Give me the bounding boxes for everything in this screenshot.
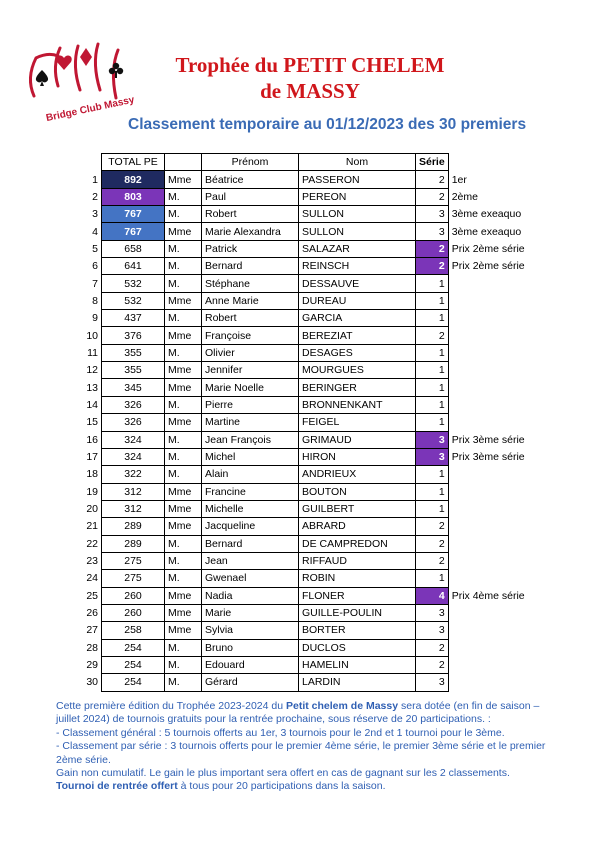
first-name-cell: Marie: [202, 604, 299, 621]
series-cell: 2: [416, 240, 449, 257]
header-last-name: Nom: [299, 154, 416, 171]
table-row: [82, 310, 545, 327]
last-name-cell: GRIMAUD: [299, 431, 416, 448]
series-cell: 2: [416, 258, 449, 275]
rank-cell: 17: [86, 451, 98, 464]
series-cell: 2: [416, 171, 449, 188]
first-name-cell: Bernard: [202, 535, 299, 552]
footer-intro-rest: sera dotée (en fin de saison – juillet 2024) de tournois gratuits pour la rentrée prochaine, sous réserve de 20 participations. :: [56, 700, 540, 726]
series-cell: 2: [416, 535, 449, 552]
rank-cell: 14: [86, 398, 98, 411]
first-name-cell: Gwenael: [202, 570, 299, 587]
table-row: [82, 206, 545, 223]
total-cell: 275: [102, 570, 165, 587]
prize-cell: [448, 500, 545, 517]
last-name-cell: HIRON: [299, 448, 416, 465]
last-name-cell: FLONER: [299, 587, 416, 604]
rank-cell: 5: [92, 242, 98, 255]
table-row: [82, 327, 545, 344]
series-cell: 3: [416, 674, 449, 691]
total-cell: 532: [102, 292, 165, 309]
prize-cell: [448, 483, 545, 500]
rank-cell: 9: [92, 312, 98, 325]
rank-cell: 6: [92, 260, 98, 273]
table-row: [82, 223, 545, 240]
table-row: [82, 552, 545, 569]
total-cell: 803: [102, 188, 165, 205]
last-name-cell: BERINGER: [299, 379, 416, 396]
last-name-cell: REINSCH: [299, 258, 416, 275]
civility-cell: Mme: [165, 483, 202, 500]
table-row: [82, 622, 545, 639]
rank-cell: 13: [86, 381, 98, 394]
total-cell: 658: [102, 240, 165, 257]
table-row: [82, 240, 545, 257]
first-name-cell: Martine: [202, 414, 299, 431]
first-name-cell: Jean François: [202, 431, 299, 448]
first-name-cell: Françoise: [202, 327, 299, 344]
civility-cell: M.: [165, 258, 202, 275]
rank-cell: 21: [86, 520, 98, 533]
prize-cell: [448, 327, 545, 344]
table-row: [82, 258, 545, 275]
ranking-table: [82, 153, 545, 692]
first-name-cell: Bernard: [202, 258, 299, 275]
civility-cell: M.: [165, 466, 202, 483]
footer-rentree: [56, 780, 546, 793]
rank-cell: 10: [86, 329, 98, 342]
rank-cell: 4: [92, 225, 98, 238]
rank-cell: 22: [86, 537, 98, 550]
civility-cell: M.: [165, 275, 202, 292]
civility-cell: Mme: [165, 223, 202, 240]
logo-text: Bridge Club Massy: [45, 94, 136, 125]
table-row: [82, 344, 545, 361]
series-cell: 1: [416, 344, 449, 361]
table-row: [82, 639, 545, 656]
civility-cell: Mme: [165, 604, 202, 621]
last-name-cell: GUILBERT: [299, 500, 416, 517]
rank-cell: 3: [92, 208, 98, 221]
series-cell: 3: [416, 223, 449, 240]
prize-cell: Prix 4ème série: [451, 589, 525, 602]
last-name-cell: DUREAU: [299, 292, 416, 309]
civility-cell: M.: [165, 656, 202, 673]
series-cell: 3: [416, 622, 449, 639]
prize-cell: [448, 674, 545, 691]
diamond-icon: [80, 48, 92, 66]
rank-cell: 19: [86, 485, 98, 498]
first-name-cell: Alain: [202, 466, 299, 483]
prize-cell: Prix 3ème série: [451, 451, 525, 464]
civility-cell: M.: [165, 344, 202, 361]
rank-cell: 28: [86, 641, 98, 654]
prize-cell: [448, 379, 545, 396]
total-cell: 355: [102, 362, 165, 379]
header-total: TOTAL PE: [102, 154, 165, 171]
total-cell: 289: [102, 535, 165, 552]
first-name-cell: Jennifer: [202, 362, 299, 379]
last-name-cell: ANDRIEUX: [299, 466, 416, 483]
total-cell: 892: [102, 171, 165, 188]
rank-cell: 27: [86, 624, 98, 637]
rank-cell: 30: [86, 676, 98, 689]
first-name-cell: Marie Alexandra: [202, 223, 299, 240]
last-name-cell: ABRARD: [299, 518, 416, 535]
first-name-cell: Paul: [202, 188, 299, 205]
series-cell: 4: [416, 587, 449, 604]
footer-intro-text: Cette première édition du Trophée 2023-2024 du: [56, 700, 286, 712]
series-cell: 2: [416, 518, 449, 535]
series-cell: 1: [416, 466, 449, 483]
footer-notes: [56, 700, 546, 794]
total-cell: 254: [102, 639, 165, 656]
table-row: [82, 656, 545, 673]
total-cell: 324: [102, 448, 165, 465]
civility-cell: M.: [165, 431, 202, 448]
last-name-cell: SULLON: [299, 223, 416, 240]
series-cell: 2: [416, 639, 449, 656]
footer-paragraph-intro: [56, 700, 546, 727]
last-name-cell: GARCIA: [299, 310, 416, 327]
prize-cell: [448, 552, 545, 569]
first-name-cell: Robert: [202, 206, 299, 223]
last-name-cell: BEREZIAT: [299, 327, 416, 344]
title-line-1: Trophée du PETIT CHELEM: [175, 53, 445, 77]
series-cell: 3: [416, 206, 449, 223]
first-name-cell: Michel: [202, 448, 299, 465]
bridge-club-logo: [20, 36, 140, 132]
prize-cell: [448, 414, 545, 431]
first-name-cell: Jean: [202, 552, 299, 569]
civility-cell: M.: [165, 535, 202, 552]
first-name-cell: Gérard: [202, 674, 299, 691]
series-cell: 3: [416, 448, 449, 465]
prize-cell: 3ème exeaquo: [451, 225, 522, 238]
table-row: [82, 518, 545, 535]
first-name-cell: Béatrice: [202, 171, 299, 188]
table-row: [82, 396, 545, 413]
last-name-cell: MOURGUES: [299, 362, 416, 379]
table-row: [82, 275, 545, 292]
total-cell: 312: [102, 483, 165, 500]
civility-cell: Mme: [165, 327, 202, 344]
footer-non-cumulative: Gain non cumulatif. Le gain le plus important sera offert en cas de gagnant sur les 2 classements.: [56, 767, 510, 780]
prize-cell: [448, 362, 545, 379]
rank-cell: 11: [87, 346, 98, 359]
series-cell: 2: [416, 327, 449, 344]
prize-cell: [448, 535, 545, 552]
civility-cell: M.: [165, 188, 202, 205]
prize-cell: [448, 275, 545, 292]
table-row: [82, 171, 545, 188]
last-name-cell: FEIGEL: [299, 414, 416, 431]
total-cell: 260: [102, 587, 165, 604]
total-cell: 767: [102, 206, 165, 223]
civility-cell: Mme: [165, 518, 202, 535]
civility-cell: M.: [165, 448, 202, 465]
series-cell: 1: [416, 570, 449, 587]
first-name-cell: Stéphane: [202, 275, 299, 292]
total-cell: 324: [102, 431, 165, 448]
total-cell: 254: [102, 674, 165, 691]
total-cell: 275: [102, 552, 165, 569]
spade-icon: [36, 70, 48, 86]
civility-cell: M.: [165, 310, 202, 327]
rank-cell: 15: [86, 416, 98, 429]
prize-cell: [448, 656, 545, 673]
prize-cell: Prix 3ème série: [451, 433, 525, 446]
table-row: [82, 362, 545, 379]
last-name-cell: RIFFAUD: [299, 552, 416, 569]
table-row: [82, 674, 545, 691]
total-cell: 322: [102, 466, 165, 483]
total-cell: 355: [102, 344, 165, 361]
civility-cell: Mme: [165, 622, 202, 639]
first-name-cell: Sylvia: [202, 622, 299, 639]
first-name-cell: Patrick: [202, 240, 299, 257]
footer-series-ranking: - Classement par série : 3 tournois offerts pour le premier 4ème série, le premier 3ème série et le premier 2ème série.: [56, 740, 546, 766]
series-cell: 3: [416, 431, 449, 448]
prize-cell: 2ème: [451, 190, 478, 203]
rank-cell: 23: [86, 555, 98, 568]
civility-cell: Mme: [165, 587, 202, 604]
rank-cell: 20: [86, 503, 98, 516]
prize-cell: Prix 2ème série: [451, 242, 525, 255]
total-cell: 641: [102, 258, 165, 275]
table-row: [82, 535, 545, 552]
total-cell: 258: [102, 622, 165, 639]
page-title: [140, 52, 480, 104]
table-row: [82, 466, 545, 483]
series-cell: 3: [416, 604, 449, 621]
total-cell: 254: [102, 656, 165, 673]
civility-cell: Mme: [165, 414, 202, 431]
ranking-subtitle: Classement temporaire au 01/12/2023 des 30 premiers: [128, 116, 527, 133]
table-row: [82, 604, 545, 621]
last-name-cell: DESAGES: [299, 344, 416, 361]
rank-cell: 26: [86, 607, 98, 620]
series-cell: 2: [416, 552, 449, 569]
table-row: [82, 483, 545, 500]
total-cell: 312: [102, 500, 165, 517]
first-name-cell: Michelle: [202, 500, 299, 517]
civility-cell: M.: [165, 206, 202, 223]
ranking-table-body: [82, 171, 545, 691]
last-name-cell: ROBIN: [299, 570, 416, 587]
first-name-cell: Edouard: [202, 656, 299, 673]
prize-cell: Prix 2ème série: [451, 260, 525, 273]
table-row: [82, 500, 545, 517]
table-header-row: [82, 154, 545, 171]
header-prize: [448, 154, 545, 171]
prize-cell: [448, 570, 545, 587]
logo-graphic: [20, 36, 140, 132]
footer-general-ranking: - Classement général : 5 tournois offerts au 1er, 3 tournois pour le 2nd et 1 tournoi pour le 3ème.: [56, 726, 505, 739]
total-cell: 345: [102, 379, 165, 396]
last-name-cell: DESSAUVE: [299, 275, 416, 292]
total-cell: 260: [102, 604, 165, 621]
prize-cell: [448, 518, 545, 535]
last-name-cell: BORTER: [299, 622, 416, 639]
first-name-cell: Bruno: [202, 639, 299, 656]
civility-cell: Mme: [165, 171, 202, 188]
first-name-cell: Olivier: [202, 344, 299, 361]
prize-cell: [448, 396, 545, 413]
first-name-cell: Anne Marie: [202, 292, 299, 309]
civility-cell: M.: [165, 639, 202, 656]
header-first-name: Prénom: [202, 154, 299, 171]
table-row: [82, 448, 545, 465]
last-name-cell: PASSERON: [299, 171, 416, 188]
last-name-cell: GUILLE-POULIN: [299, 604, 416, 621]
series-cell: 1: [416, 292, 449, 309]
last-name-cell: LARDIN: [299, 674, 416, 691]
first-name-cell: Francine: [202, 483, 299, 500]
heart-icon: [56, 55, 71, 70]
civility-cell: M.: [165, 396, 202, 413]
civility-cell: Mme: [165, 292, 202, 309]
prize-cell: [448, 622, 545, 639]
title-line-2: de MASSY: [260, 79, 360, 103]
prize-cell: [448, 344, 545, 361]
prize-cell: [448, 292, 545, 309]
last-name-cell: DUCLOS: [299, 639, 416, 656]
series-cell: 1: [416, 500, 449, 517]
last-name-cell: HAMELIN: [299, 656, 416, 673]
club-icon: [109, 63, 123, 78]
total-cell: 326: [102, 396, 165, 413]
first-name-cell: Robert: [202, 310, 299, 327]
civility-cell: Mme: [165, 379, 202, 396]
rank-cell: 7: [92, 277, 98, 290]
series-cell: 1: [416, 362, 449, 379]
civility-cell: M.: [165, 552, 202, 569]
series-cell: 2: [416, 188, 449, 205]
prize-cell: [448, 466, 545, 483]
header-series: Série: [416, 154, 449, 171]
total-cell: 532: [102, 275, 165, 292]
series-cell: 1: [416, 483, 449, 500]
series-cell: 1: [416, 310, 449, 327]
footer-intro-bold: Petit chelem de Massy: [286, 700, 399, 712]
last-name-cell: SULLON: [299, 206, 416, 223]
last-name-cell: BOUTON: [299, 483, 416, 500]
last-name-cell: SALAZAR: [299, 240, 416, 257]
prize-cell: [448, 639, 545, 656]
table-row: [82, 587, 545, 604]
header-rank: [82, 154, 102, 171]
table-row: [82, 414, 545, 431]
prize-cell: [448, 604, 545, 621]
total-cell: 376: [102, 327, 165, 344]
rank-cell: 18: [86, 468, 98, 481]
first-name-cell: Pierre: [202, 396, 299, 413]
prize-cell: 3ème exeaquo: [451, 208, 522, 221]
prize-cell: [448, 310, 545, 327]
civility-cell: M.: [165, 674, 202, 691]
rank-cell: 8: [92, 294, 98, 307]
series-cell: 1: [416, 396, 449, 413]
total-cell: 767: [102, 223, 165, 240]
total-cell: 437: [102, 310, 165, 327]
series-cell: 1: [416, 275, 449, 292]
header-civility: [165, 154, 202, 171]
total-cell: 326: [102, 414, 165, 431]
rank-cell: 29: [86, 659, 98, 672]
table-row: [82, 431, 545, 448]
prize-cell: 1er: [451, 173, 467, 186]
civility-cell: M.: [165, 240, 202, 257]
total-cell: 289: [102, 518, 165, 535]
first-name-cell: Nadia: [202, 587, 299, 604]
civility-cell: Mme: [165, 500, 202, 517]
rank-cell: 1: [92, 173, 98, 186]
last-name-cell: DE CAMPREDON: [299, 535, 416, 552]
civility-cell: Mme: [165, 362, 202, 379]
rank-cell: 25: [86, 589, 98, 602]
rank-cell: 2: [92, 190, 98, 203]
rank-cell: 16: [86, 433, 98, 446]
civility-cell: M.: [165, 570, 202, 587]
series-cell: 2: [416, 656, 449, 673]
rank-cell: 12: [86, 364, 98, 377]
first-name-cell: Marie Noelle: [202, 379, 299, 396]
last-name-cell: PEREON: [299, 188, 416, 205]
series-cell: 1: [416, 379, 449, 396]
footer-rentree-bold: Tournoi de rentrée offert: [56, 780, 178, 793]
table-row: [82, 188, 545, 205]
footer-rentree-rest: à tous pour 20 participations dans la saison.: [177, 780, 386, 793]
table-row: [82, 292, 545, 309]
last-name-cell: BRONNENKANT: [299, 396, 416, 413]
series-cell: 1: [416, 414, 449, 431]
table-row: [82, 379, 545, 396]
rank-cell: 24: [86, 572, 98, 585]
table-row: [82, 570, 545, 587]
first-name-cell: Jacqueline: [202, 518, 299, 535]
